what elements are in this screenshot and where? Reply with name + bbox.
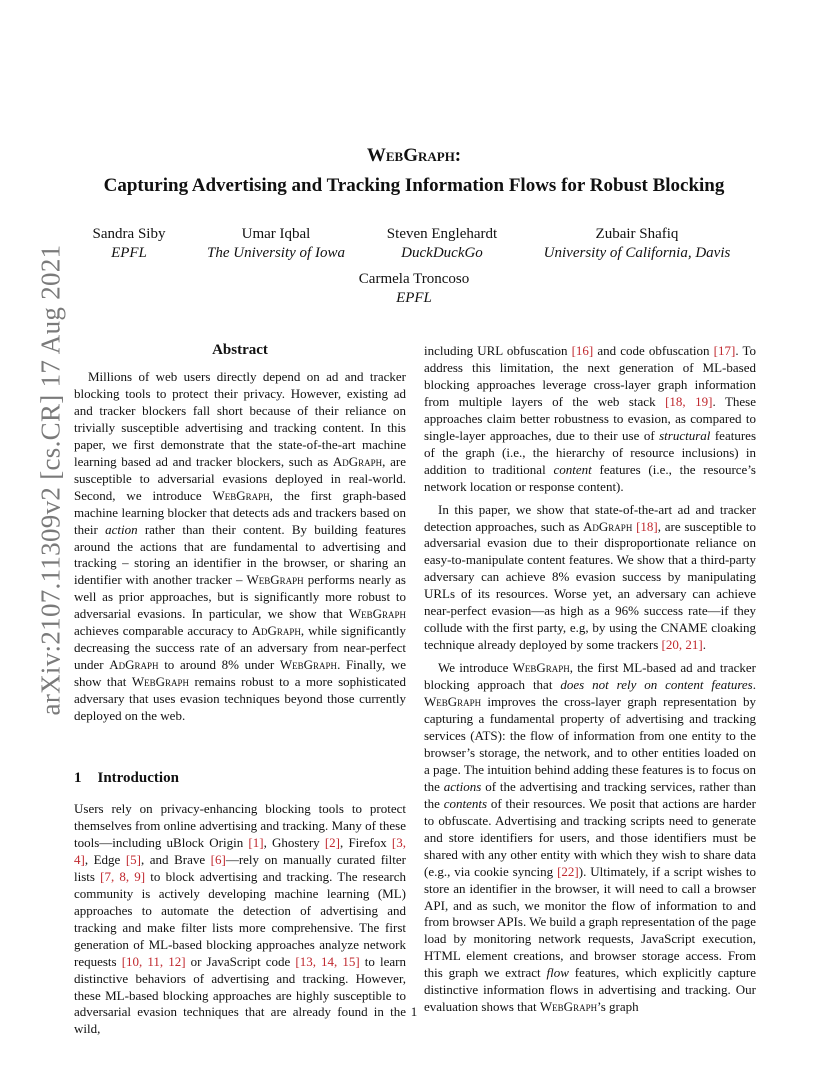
author-block xyxy=(387,225,497,263)
author-name: Zubair Shafiq xyxy=(595,226,679,242)
author-block xyxy=(93,225,166,263)
abstract-heading: Abstract xyxy=(212,342,268,358)
author-affiliation: The University of Iowa xyxy=(207,245,345,261)
body-paragraph: We introduce WebGraph, the first ML-based ad and tracker blocking approach that does not rely on content features. WebGraph improves the cross-layer graph representation by capturing a fundamental property of advertising and tracking services (ATS): the flow of information from one entity to the browser’s storage, the network, and to other entities loaded on a page. The intuition behind adding these features is to focus on the actions of the advertising and tracking services, rather than the contents of their resources. We posit that actions are harder to obfuscate. Advertising and tracking scripts need to generate and store identifiers for users, and those identifiers must be shared with any other entity with which they wish to share data (e.g., via cookie syncing [22]). Ultimately, if a script wishes to store an identifier in the browser, it will need to call a browser API, and as such, we monitor the flow of information to and from browser APIs. We build a graph representation of the page load by monitoring network requests, JavaScript execution, HTML element creations, and browser storage access. From this graph we extract flow features, which explicitly capture distinctive information flows in advertising and tracking. Our evaluation shows that WebGraph’s graph xyxy=(424,660,757,1015)
right-column xyxy=(424,343,756,1016)
author-block xyxy=(207,225,345,263)
author-affiliation: EPFL xyxy=(111,245,147,261)
title-system-name: WebGraph: xyxy=(366,145,462,166)
section-heading: 1 Introduction xyxy=(74,770,179,787)
intro-text: Users rely on privacy-enhancing blocking tools to protect themselves from online advertising and tracking. Many of these tools—including uBlock Origin [1], Ghostery [2], Firefox [3, 4], Edge [5], and Brave [6]—rely on manually curated filter lists [7, 8, 9] to block advertising and tracking. The research community is actively developing machine learning (ML) approaches to automate the detection of advertising and tracking and make filter lists more comprehensive. The first generation of ML-based blocking approaches analyze network requests [10, 11, 12] or JavaScript code [13, 14, 15] to learn distinctive behaviors of advertising and tracking. However, these ML-based blocking approaches are highly susceptible to adversarial evasion techniques that are already found in the wild, xyxy=(74,801,406,1037)
author-affiliation: University of California, Davis xyxy=(543,245,731,261)
page-number: 1 xyxy=(410,1004,418,1019)
left-column xyxy=(74,341,406,1038)
author-name: Steven Englehardt xyxy=(386,226,498,242)
abstract-text: Millions of web users directly depend on ad and tracker blocking tools to protect their privacy. However, existing ad and tracker blockers fall short because of their reliance on trivially susceptible advertising and tracking content. In this paper, we first demonstrate that the state-of-the-art machine learning based ad and tracker blockers, such as AdGraph, are susceptible to adversarial evasions deployed in real-world. Second, we introduce WebGraph, the first graph-based machine learning blocker that detects ads and trackers based on their action rather than their content. By building features around the actions that are fundamental to advertising and tracking – storing an identifier in the browser, or sharing an identifier with another tracker – WebGraph performs nearly as well as prior approaches, but is significantly more robust to adversarial evasions. In particular, we show that WebGraph achieves comparable accuracy to AdGraph, while significantly decreasing the success rate of an adversary from near-perfect under AdGraph to around 8% under WebGraph. Finally, we show that WebGraph remains robust to a more sophisticated adversary that uses evasion techniques beyond those currently deployed on the web. xyxy=(74,369,406,724)
body-paragraph: including URL obfuscation [16] and code obfuscation [17]. To address this limitation, the next generation of ML-based blocking approaches leverage cross-layer graph information from multiple layers of the web stack [18, 19]. These approaches claim better robustness to evasion, as compared to single-layer approaches, due to their use of structural features of the graph (i.e., the hierarchy of resource inclusions) in addition to traditional content features (i.e., the resource’s network location or response content). xyxy=(424,343,756,494)
author-name: Umar Iqbal xyxy=(241,226,311,242)
author-name: Carmela Troncoso xyxy=(358,271,470,287)
author-block xyxy=(359,270,469,308)
author-affiliation: EPFL xyxy=(396,290,432,306)
author-name: Sandra Siby xyxy=(92,226,166,242)
author-block xyxy=(544,225,731,263)
title-subtitle: Capturing Advertising and Tracking Information Flows for Robust Blocking xyxy=(103,175,725,196)
body-paragraph: In this paper, we show that state-of-the-art ad and tracker detection approaches, such as AdGraph [18], are susceptible to adversarial evasion due to their disproportionate reliance on easy-to-manipulate content features. We show that a third-party adversary can achieve 8% evasion success by manipulating URLs of its resources. Worse yet, an adversary can achieve near-perfect evasion—as high as a 96% success rate—if they collude with the first party, e.g, by using the CNAME cloaking technique already deployed by some trackers [20, 21]. xyxy=(424,501,756,653)
arxiv-identifier: arXiv:2107.11309v2 [cs.CR] 17 Aug 2021 xyxy=(35,244,66,716)
paper-title xyxy=(0,144,828,198)
author-affiliation: DuckDuckGo xyxy=(401,245,483,261)
